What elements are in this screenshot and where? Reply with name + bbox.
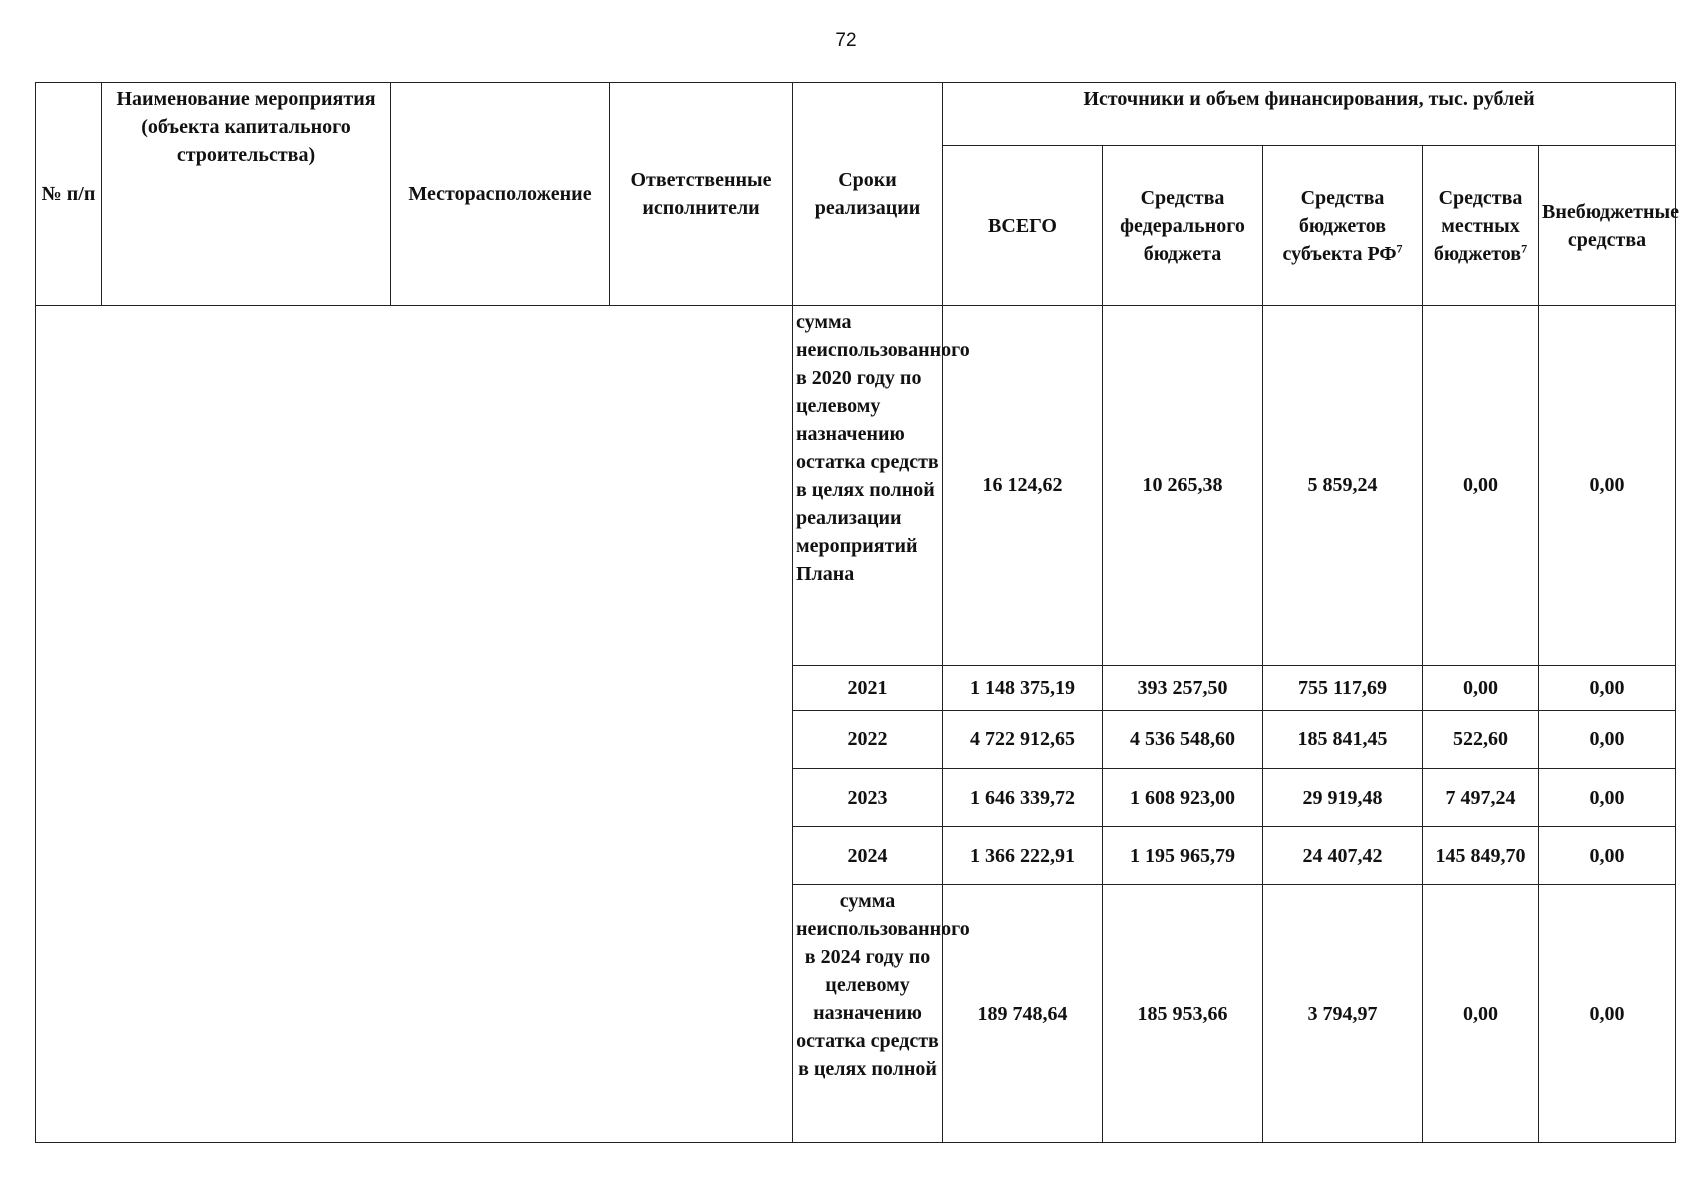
term-cell: 2022 — [793, 710, 943, 768]
header-num: № п/п — [36, 83, 102, 306]
header-sources-title: Источники и объем финансирования, тыс. рублей — [943, 83, 1676, 146]
header-regional — [1263, 146, 1423, 306]
header-regional-footnote: 7 — [1396, 240, 1403, 255]
header-local-footnote: 7 — [1521, 240, 1528, 255]
federal-cell: 393 257,50 — [1103, 665, 1263, 710]
federal-cell: 185 953,66 — [1103, 885, 1263, 1143]
financing-table — [35, 82, 1679, 1143]
term-cell: сумма неиспользованного в 2020 году по целевому назначению остатка средств в целях полной реализации мероприятий Плана — [793, 306, 943, 666]
header-location: Месторасположение — [391, 83, 610, 306]
term-cell: 2021 — [793, 665, 943, 710]
extra-cell: 0,00 — [1539, 827, 1676, 885]
local-cell: 0,00 — [1423, 306, 1539, 666]
header-row — [36, 83, 1676, 146]
header-extra: Внебюджетные средства — [1539, 146, 1676, 306]
federal-cell: 4 536 548,60 — [1103, 710, 1263, 768]
regional-cell: 3 794,97 — [1263, 885, 1423, 1143]
total-cell: 4 722 912,65 — [943, 710, 1103, 768]
extra-cell: 0,00 — [1539, 306, 1676, 666]
header-regional-label: Средства бюджетов субъекта РФ — [1282, 186, 1397, 265]
total-cell: 189 748,64 — [943, 885, 1103, 1143]
regional-cell: 185 841,45 — [1263, 710, 1423, 768]
federal-cell: 1 608 923,00 — [1103, 768, 1263, 826]
term-cell: 2024 — [793, 827, 943, 885]
federal-cell: 10 265,38 — [1103, 306, 1263, 666]
header-terms: Сроки реализации — [793, 83, 943, 306]
term-cell: 2023 — [793, 768, 943, 826]
extra-cell: 0,00 — [1539, 665, 1676, 710]
local-cell: 0,00 — [1423, 665, 1539, 710]
term-cell: сумма неиспользованного в 2024 году по целевому назначению остатка средств в целях полной — [793, 885, 943, 1143]
regional-cell: 5 859,24 — [1263, 306, 1423, 666]
header-name: Наименование мероприятия (объекта капитального строительства) — [102, 83, 391, 306]
page-number: 72 — [835, 30, 857, 51]
extra-cell: 0,00 — [1539, 885, 1676, 1143]
header-federal: Средства федерального бюджета — [1103, 146, 1263, 306]
header-local — [1423, 146, 1539, 306]
local-cell: 7 497,24 — [1423, 768, 1539, 826]
merged-empty-cell — [36, 306, 793, 1143]
federal-cell: 1 195 965,79 — [1103, 827, 1263, 885]
table-row — [36, 306, 1676, 666]
total-cell: 1 646 339,72 — [943, 768, 1103, 826]
local-cell: 145 849,70 — [1423, 827, 1539, 885]
regional-cell: 24 407,42 — [1263, 827, 1423, 885]
regional-cell: 755 117,69 — [1263, 665, 1423, 710]
header-local-label: Средства местных бюджетов — [1433, 186, 1523, 265]
extra-cell: 0,00 — [1539, 768, 1676, 826]
total-cell: 1 148 375,19 — [943, 665, 1103, 710]
local-cell: 0,00 — [1423, 885, 1539, 1143]
total-cell: 1 366 222,91 — [943, 827, 1103, 885]
regional-cell: 29 919,48 — [1263, 768, 1423, 826]
total-cell: 16 124,62 — [943, 306, 1103, 666]
header-total: ВСЕГО — [943, 146, 1103, 306]
header-responsible: Ответственные исполнители — [610, 83, 793, 306]
local-cell: 522,60 — [1423, 710, 1539, 768]
extra-cell: 0,00 — [1539, 710, 1676, 768]
